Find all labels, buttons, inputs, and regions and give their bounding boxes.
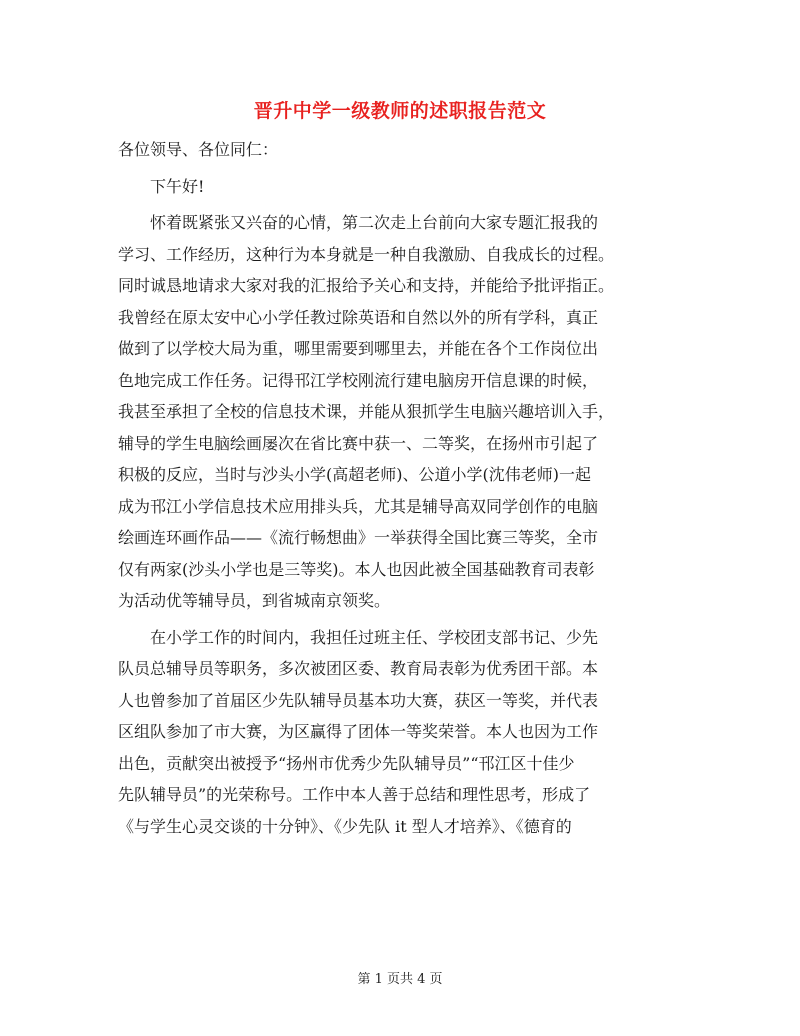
paragraph-line: 先队辅导员”的光荣称号。工作中本人善于总结和理性思考，形成了 bbox=[118, 785, 591, 804]
paragraph-line: 绘画连环画作品——《流行畅想曲》一举获得全国比赛三等奖，全市 bbox=[118, 528, 599, 547]
paragraph-line: 成为邗江小学信息技术应用排头兵，尤其是辅导高双同学创作的电脑 bbox=[118, 496, 599, 516]
paragraph-line: 区组队参加了市大赛，为区赢得了团体一等奖荣誉。本人也因为工作 bbox=[118, 722, 599, 741]
paragraph-line: 我甚至承担了全校的信息技术课，并能从狠抓学生电脑兴趣培训入手， bbox=[118, 402, 615, 421]
paragraph-line: 色地完成工作任务。记得邗江学校刚流行建电脑房开信息课的时候， bbox=[118, 370, 599, 390]
salutation: 各位领导、各位同仁： bbox=[118, 140, 279, 159]
paragraph-line: 为活动优等辅导员，到省城南京领奖。 bbox=[118, 591, 391, 610]
greeting: 下午好! bbox=[150, 176, 205, 196]
document-body bbox=[118, 134, 684, 842]
paragraph-line: 人也曾参加了首届区少先队辅导员基本功大赛，获区一等奖，并代表 bbox=[118, 690, 599, 710]
paragraph-line: 队员总辅导员等职务，多次被团区委、教育局表彰为优秀团干部。本 bbox=[118, 659, 599, 678]
paragraph-2 bbox=[118, 622, 684, 843]
paragraph-line: 学习、工作经历，这种行为本身就是一种自我激励、自我成长的过程。 bbox=[118, 244, 615, 264]
paragraph-line: 我曾经在原太安中心小学任教过除英语和自然以外的所有学科，真正 bbox=[118, 307, 599, 327]
paragraph-line: 积极的反应，当时与沙头小学(高超老师)、公道小学(沈伟老师)一起 bbox=[118, 465, 591, 484]
paragraph-line: 同时诚恳地请求大家对我的汇报给予关心和支持，并能给予批评指正。 bbox=[118, 276, 615, 295]
paragraph-line: 在小学工作的时间内，我担任过班主任、学校团支部书记、少先 bbox=[150, 627, 599, 647]
paragraph-line: 辅导的学生电脑绘画屡次在省比赛中获一、二等奖，在扬州市引起了 bbox=[118, 433, 599, 453]
page-number-footer: 第 1 页共 4 页 bbox=[357, 972, 443, 987]
document-title: 晋升中学一级教师的述职报告范文 bbox=[253, 100, 547, 122]
paragraph-line: 怀着既紧张又兴奋的心情，第二次走上台前向大家专题汇报我的 bbox=[150, 213, 599, 232]
paragraph-line: 《与学生心灵交谈的十分钟》、《少先队 it 型人才培养》、《德育的 bbox=[118, 816, 572, 836]
paragraph-1 bbox=[118, 207, 684, 617]
paragraph-line: 做到了以学校大局为重，哪里需要到哪里去，并能在各个工作岗位出 bbox=[118, 339, 599, 358]
paragraph-line: 出色，贡献突出被授予“扬州市优秀少先队辅导员”“邗江区十佳少 bbox=[118, 753, 575, 773]
paragraph-line: 仅有两家(沙头小学也是三等奖)。本人也因此被全国基础教育司表彰 bbox=[118, 559, 595, 579]
